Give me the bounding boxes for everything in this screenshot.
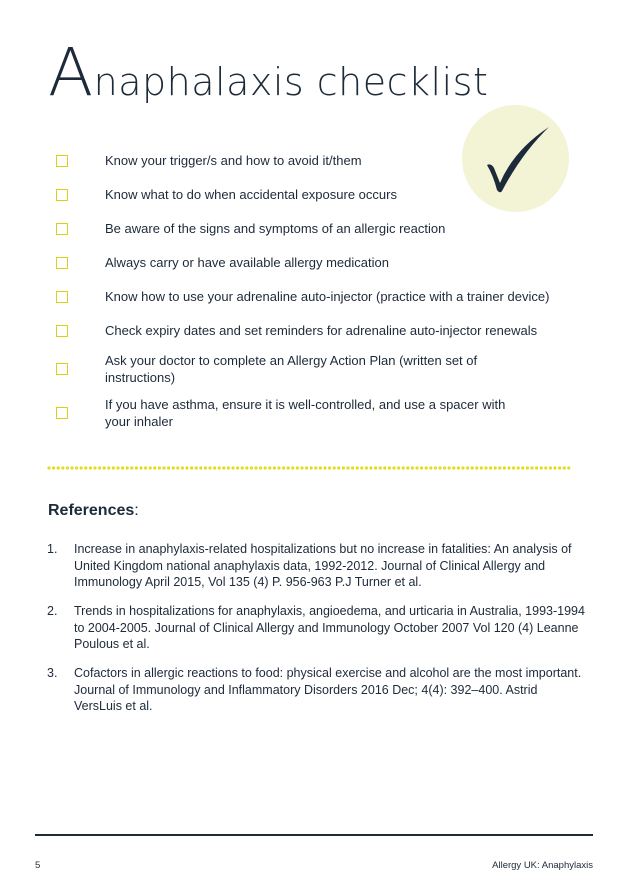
checkbox-icon[interactable] [56,189,68,201]
checklist-item[interactable] [56,352,516,386]
checklist-item[interactable] [56,152,526,169]
checklist-item-label: If you have asthma, ensure it is well-controlled, and use a spacer with your inhaler [105,397,506,429]
checklist-item[interactable] [56,322,596,339]
reference-text: Trends in hospitalizations for anaphylaxis, angioedema, and urticaria in Australia, 1993-1994 to 2004-2005. Journal of Clinical Allergy and Immunology October 2007 Vol 120 (4) Leanne Poulous et al. [74,604,585,651]
checklist-item-label: Be aware of the signs and symptoms of an allergic reaction [105,221,446,236]
checklist-item[interactable] [56,288,596,305]
reference-number: 1. [47,542,58,556]
reference-number: 3. [47,666,58,680]
checklist-item-label: Check expiry dates and set reminders for adrenaline auto-injector renewals [105,323,538,338]
checklist-item-label: Know how to use your adrenaline auto-injector (practice with a trainer device) [105,289,550,304]
checklist-item[interactable] [56,254,526,271]
reference-item [47,603,587,653]
checklist-item[interactable] [56,186,526,203]
checklist-item-label: Always carry or have available allergy medication [105,255,389,270]
footer-rule [35,834,593,836]
footer-publication: Allergy UK: Anaphylaxis [492,860,593,871]
checkbox-icon[interactable] [56,363,68,375]
reference-item [47,541,587,591]
checkbox-icon[interactable] [56,325,68,337]
checklist-item-label: Know what to do when accidental exposure occurs [105,187,397,202]
checkbox-icon[interactable] [56,407,68,419]
checklist-item[interactable] [56,396,516,430]
reference-item [47,665,587,715]
title-rest: naphalaxis checklist [93,60,489,104]
reference-text: Cofactors in allergic reactions to food: physical exercise and alcohol are the most important. Journal of Immunology and Inflammatory Disorders 2016 Dec; 4(4): 392–400. Astrid VersLuis et al. [74,666,582,713]
checkbox-icon[interactable] [56,257,68,269]
checkbox-icon[interactable] [56,291,68,303]
checklist-item[interactable] [56,220,526,237]
page-number: 5 [35,860,41,871]
checklist-item-label: Ask your doctor to complete an Allergy Action Plan (written set of instructions) [105,353,478,385]
references-heading-text: References [48,502,135,519]
page-title [48,34,489,111]
reference-text: Increase in anaphylaxis-related hospitalizations but no increase in fatalities: An analysis of United Kingdom national anaphylaxis data, 1992-2012. Journal of Clinical Allergy and Immunology April 2015, Vol 135 (4) P. 956-963 P.J Turner et al. [74,542,572,589]
checkbox-icon[interactable] [56,223,68,235]
reference-number: 2. [47,604,58,618]
checklist-item-label: Know your trigger/s and how to avoid it/them [105,153,362,168]
checkbox-icon[interactable] [56,155,68,167]
title-initial: A [48,34,94,111]
references-heading [48,502,139,520]
dotted-divider [47,465,573,471]
references-heading-colon: : [134,502,139,519]
